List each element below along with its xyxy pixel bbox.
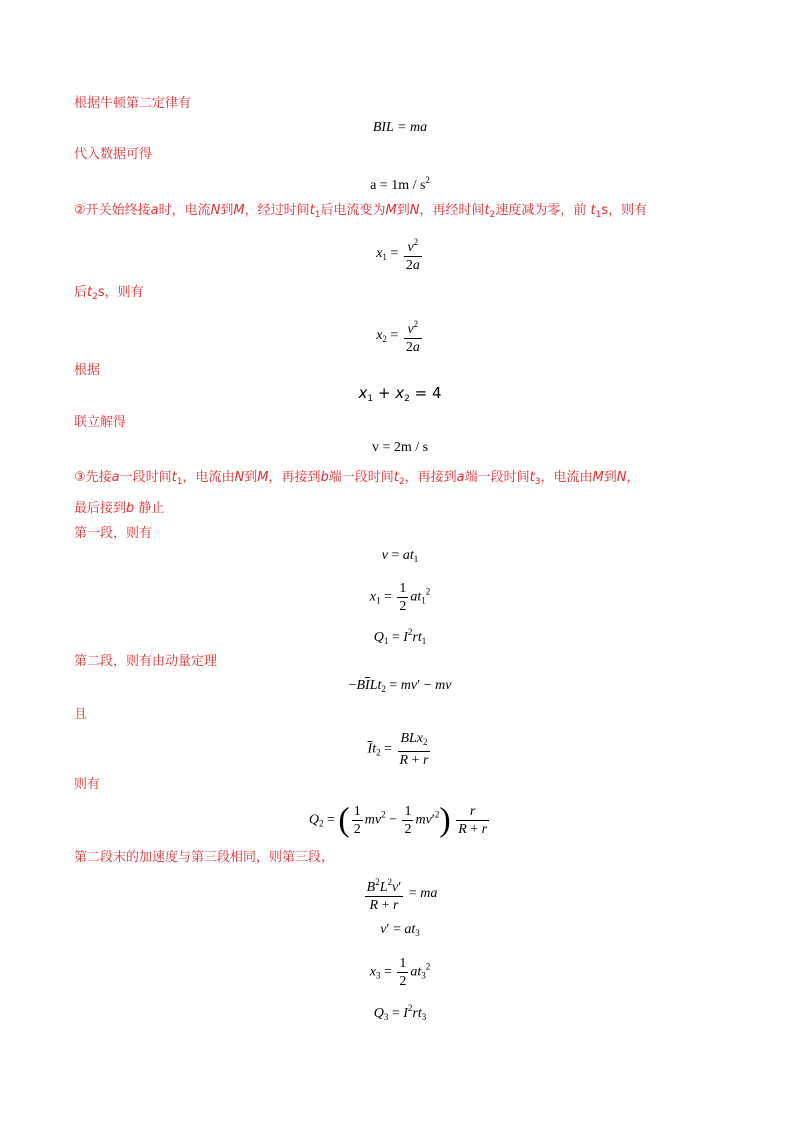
text-case-2: ②开关始终接a时，电流N到M，经过时间$t_1$后电流变为M到N，再经时间$t_2$速度减为零，前 $t_1s$，则有 bbox=[74, 203, 648, 220]
equation-x3: $x_3$ = $\frac{1}{2}$ $at_3^2$ bbox=[369, 956, 431, 989]
text-second-stage: 第二段，则有由动量定理 bbox=[74, 654, 218, 669]
text-substitute: 代入数据可得 bbox=[74, 147, 153, 162]
equation-v-at1: $v = at_1$ bbox=[381, 548, 419, 564]
equation-force-third: $\frac{B^2L^2v'}{R + r}$ = ma bbox=[0, 874, 800, 914]
equation-x2: $x_2$ = $\frac{v^2}{2a}$ bbox=[0, 316, 800, 356]
equation-q3: $Q_3 = I^2rt_3$ bbox=[373, 1003, 427, 1022]
text-then: 则有 bbox=[74, 777, 101, 792]
text-according: 根据 bbox=[74, 363, 101, 378]
equation-v-prime: $v' = at_3$ bbox=[380, 922, 420, 938]
text-third-stage: 第二段末的加速度与第三段相同，则第三段， bbox=[74, 850, 335, 865]
equation-acceleration: $a = 1m / s^2$ bbox=[370, 175, 430, 193]
text-first-stage: 第一段，则有 bbox=[74, 526, 153, 541]
text-case-3: ③先接a一段时间$t_1$，电流由N到M，再接到b端一段时间$t_2$，再接到a端一段时间$t_3$，电流由M到N， bbox=[74, 470, 640, 487]
equation-x1-stage1: $x_1$ = $\frac{1}{2}$ $at_1^2$ bbox=[369, 581, 431, 614]
text-finally-b: 最后接到b 静止 bbox=[74, 501, 165, 516]
text-solve: 联立解得 bbox=[74, 415, 127, 430]
equation-q2: $Q_2$ = ( $\frac{1}{2}$ $mv^2$ − $\frac{1}{2}$ $mv'^2$) $\frac{r}{R + r}$ bbox=[308, 801, 488, 839]
equation-it2: $\overline{I}t_2$ = $\frac{BLx_2}{R + r}$ bbox=[367, 731, 429, 768]
equation-x-sum: $x_1 + x_2 = 4$ bbox=[358, 384, 442, 404]
text-after-t2: 后$t_2s$，则有 bbox=[74, 285, 144, 302]
equation-velocity: v = 2m / s bbox=[371, 440, 429, 455]
equation-x1: $x_1$ = $\frac{v^2}{2a}$ bbox=[0, 234, 800, 274]
equation-q1: $Q_1 = I^2rt_1$ bbox=[373, 627, 427, 646]
equation-momentum: $-B\overline{I}Lt_2 = mv'$ − mv bbox=[348, 678, 452, 694]
text-and: 且 bbox=[74, 707, 88, 722]
text-newton-law: 根据牛顿第二定律有 bbox=[74, 96, 192, 111]
equation-bil-ma: BIL = ma bbox=[372, 120, 428, 135]
